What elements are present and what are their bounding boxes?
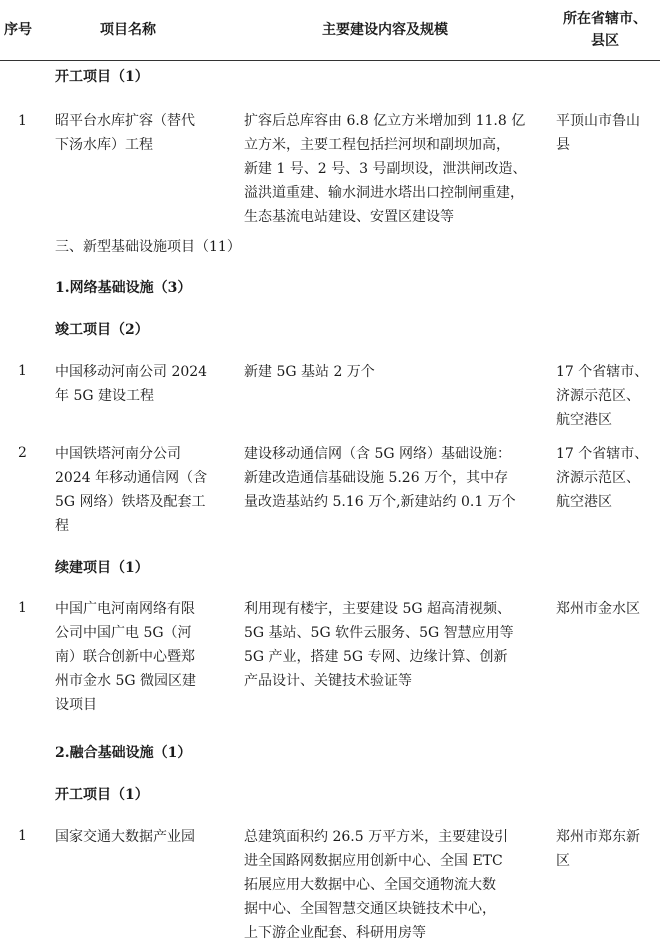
section-continued-projects: 续建项目（1） <box>55 560 149 576</box>
section-network-infrastructure: 1.网络基础设施（3） <box>55 280 192 296</box>
row-number: 1 <box>18 113 27 129</box>
header-seq: 序号 <box>4 22 32 38</box>
header-project-name: 项目名称 <box>100 22 156 38</box>
project-name: 国家交通大数据产业园 <box>55 829 195 845</box>
project-location: 平顶山市鲁山 县 <box>556 113 640 153</box>
section-start-projects-2: 开工项目（1） <box>55 787 149 803</box>
project-content: 总建筑面积约 26.5 万平方米，主要建设引 进全国路网数据应用创新中心、全国 ETC 拓展应用大数据中心、全国交通物流大数 据中心、全国智慧交通区块链技术中心， 上下游企业配套、科研用房等 <box>244 829 509 941</box>
header-content: 主要建设内容及规模 <box>322 22 448 38</box>
project-name: 中国移动河南公司 2024 年 5G 建设工程 <box>55 364 208 404</box>
project-content: 建设移动通信网（含 5G 网络）基础设施： 新建改造通信基础设施 5.26 万个，其中存 量改造基站约 5.16 万个,新建站约 0.1 万个 <box>244 446 516 510</box>
project-location: 郑州市郑东新 区 <box>556 829 640 869</box>
project-name: 中国广电河南网络有限 公司中国广电 5G（河 南）联合创新中心暨郑 州市金水 5G 微园区建 设项目 <box>55 601 196 713</box>
project-content: 利用现有楼宇，主要建设 5G 超高清视频、 5G 基站、5G 软件云服务、5G 智慧应用等 5G 产业，搭建 5G 专网、边缘计算、创新 产品设计、关键技术验证等 <box>244 601 514 689</box>
project-name: 昭平台水库扩容（替代 下汤水库）工程 <box>55 113 195 153</box>
project-location: 17 个省辖市、 济源示范区、 航空港区 <box>556 446 649 510</box>
header-location: 所在省辖市、 县区 <box>563 11 647 49</box>
row-number: 1 <box>18 600 27 616</box>
project-content: 新建 5G 基站 2 万个 <box>244 364 375 380</box>
row-number: 1 <box>18 363 27 379</box>
section-completed-projects: 竣工项目（2） <box>55 322 149 338</box>
project-location: 17 个省辖市、 济源示范区、 航空港区 <box>556 364 649 428</box>
row-number: 1 <box>18 828 27 844</box>
section-new-infrastructure: 三、新型基础设施项目（11） <box>55 239 241 255</box>
row-number: 2 <box>18 445 27 461</box>
project-name: 中国铁塔河南分公司 2024 年移动通信网（含 5G 网络）铁塔及配套工 程 <box>55 446 208 534</box>
project-location: 郑州市金水区 <box>556 601 640 617</box>
table-header <box>0 0 660 61</box>
section-start-projects-1: 开工项目（1） <box>55 69 149 85</box>
project-content: 扩容后总库容由 6.8 亿立方米增加到 11.8 亿 立方米，主要工程包括拦河坝和副坝加高， 新建 1 号、2 号、3 号副坝设，泄洪闸改造、 溢洪道重建、输水洞进水塔出口控制闸重建， 生态基流电站建设、安置区建设等 <box>244 113 527 225</box>
section-fusion-infrastructure: 2.融合基础设施（1） <box>55 745 192 761</box>
